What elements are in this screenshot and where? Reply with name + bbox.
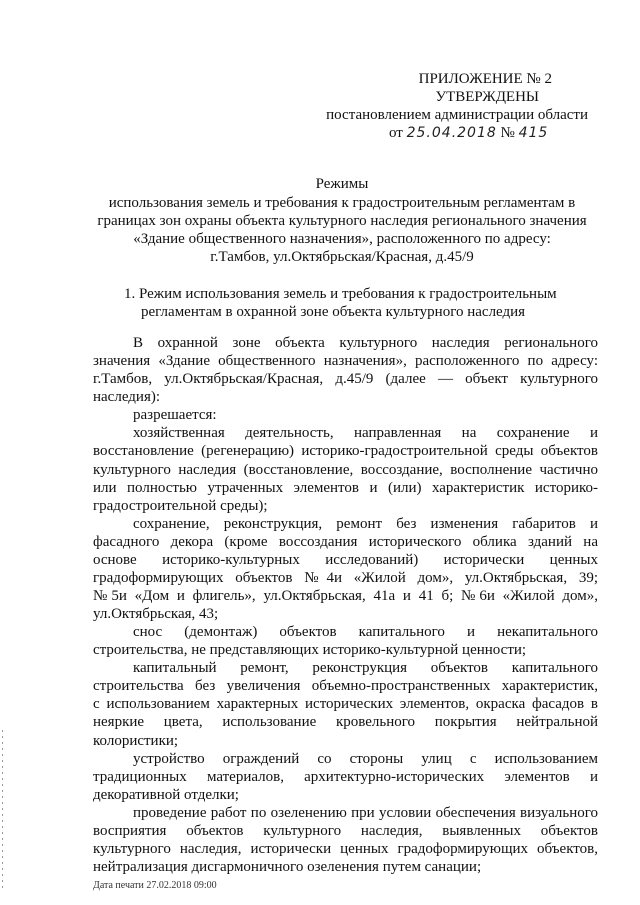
title-line: «Здание общественного назначения», расположенного по адресу: [133,231,551,247]
handwritten-date: 25.04.2018 [406,125,497,141]
body-line: или полностью утраченных элементов и (или) характеристик историко- [93,479,598,496]
appendix-label: ПРИЛОЖЕНИЕ № 2 [418,71,552,87]
body-line: культурного наследия, исторически ценных градоформирующих объектов, [93,840,598,857]
number-label: № [500,125,515,141]
section-heading-line: регламентам в охранной зоне объекта культурного наследия [141,304,526,320]
body-line: строительства, не представляющих историко-культурной ценности; [93,642,527,659]
allowed-label: разрешается: [133,407,217,424]
body-line: проведение работ по озеленению при условии обеспечения визуального [133,804,598,821]
decree-date-line [389,124,548,142]
from-label: от [389,125,403,141]
body-line: с использованием характерных исторических элементов, окраска фасадов в [93,696,598,713]
body-line: сохранение, реконструкция, ремонт без изменения габаритов и [133,515,598,532]
body-line: снос (демонтаж) объектов капитального и некапитального [133,624,598,641]
body-line: основе историко-культурных исследований) исторически ценных [93,551,598,568]
approved-label: УТВЕРЖДЕНЫ [435,89,539,105]
body-line: восприятия объектов культурного наследия, выявленных объектов [93,822,598,839]
body-line: культурного наследия (восстановление, воссоздание, восполнение частично [93,461,598,478]
body-line: декоративной отделки; [93,786,239,803]
title-heading: Режимы [315,176,369,192]
body-line: градоформирующих объектов №4и «Жилой дом», ул.Октябрьская, 39; [93,569,598,586]
body-line: фасадного декора (кроме воссоздания исторического облика зданий на [93,533,598,550]
title-line: г.Тамбов, ул.Октябрьская/Красная, д.45/9 [210,249,474,265]
body-line: неяркие цвета, использование кровельного покрытия нейтральной [93,714,598,731]
body-line: наследия): [93,389,161,406]
decree-label: постановлением администрации области [326,107,588,123]
body-line: хозяйственная деятельность, направленная на сохранение и [133,425,598,442]
body-line: капитальный ремонт, реконструкция объектов капитального [133,660,598,677]
body-line: нейтрализация дисгармоничного озеленения путем санации; [93,859,482,875]
body-line: г.Тамбов, ул.Октябрьская/Красная, д.45/9 (далее — объект культурного [93,371,598,388]
body-line: строительства без увеличения объемно-пространственных характеристик, [93,678,598,695]
section-heading-line: 1. Режим использования земель и требования к градостроительным [124,286,557,302]
print-date-footer: Дата печати 27.02.2018 09:00 [93,880,217,891]
body-line: градостроительной среды); [93,497,268,514]
title-line: использования земель и требования к градостроительным регламентам в [108,195,576,211]
body-line: традиционных материалов, архитектурно-исторических элементов и [93,768,598,785]
body-line: устройство ограждений со стороны улиц с использованием [133,750,598,767]
body-line: колористики; [93,732,179,749]
handwritten-number: 415 [518,125,549,141]
body-line: значения «Здание общественного назначения», расположенного по адресу: [93,353,598,370]
body-line: ул.Октябрьская, 43; [93,606,219,622]
body-line: восстановление (регенерацию) историко-градостроительной среды объектов [93,443,598,460]
title-line: границах зон охраны объекта культурного наследия регионального значения [97,213,587,229]
scan-edge-marks [2,730,3,890]
body-line: В охранной зоне объекта культурного наследия регионального [133,335,598,351]
body-line: №5и «Дом и флигель», ул.Октябрьская, 41а и 41 б; №6и «Жилой дом», [93,588,598,604]
